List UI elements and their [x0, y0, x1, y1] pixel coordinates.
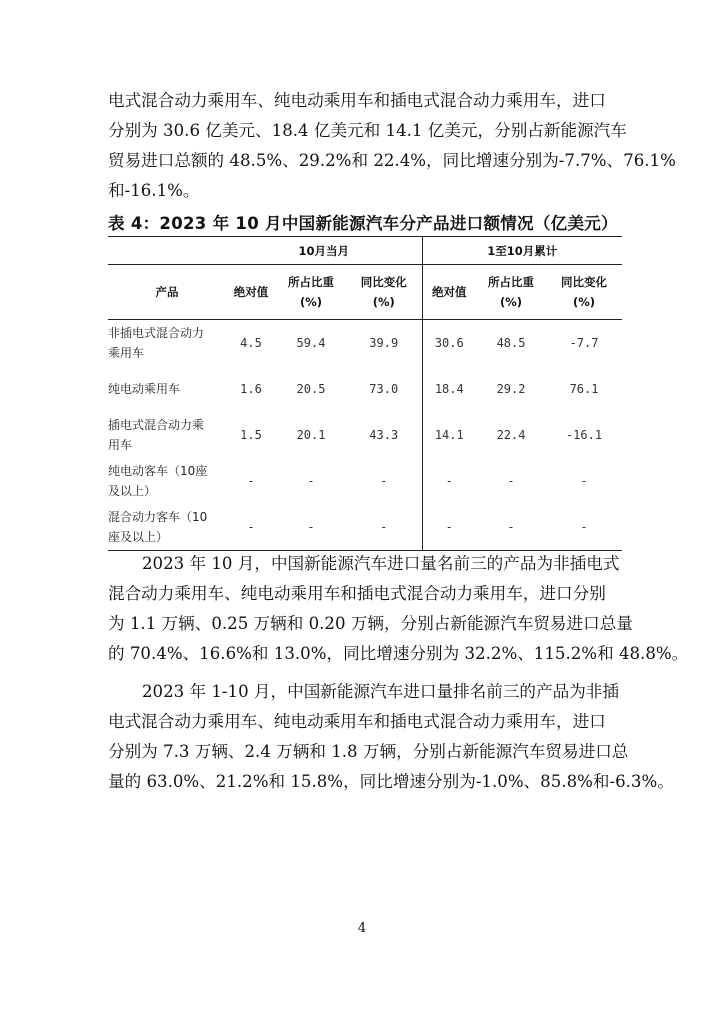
header-share-cum	[476, 265, 546, 320]
cell-cum-abs: 18.4	[422, 366, 476, 412]
text-line: 混合动力乘用车、纯电动乘用车和插电式混合动力乘用车，进口分别	[108, 584, 606, 603]
cell-cum-share: -	[507, 474, 515, 488]
table-row	[108, 412, 622, 458]
cell-month-share: 20.5	[296, 382, 326, 396]
cell-cum-yoy: -7.7	[569, 336, 599, 350]
cell-month-share: 59.4	[296, 336, 326, 350]
paragraph-cumulative-volume	[108, 677, 674, 797]
cell-cum-yoy: -	[580, 474, 588, 488]
text-line: 贸易进口总额的 48.5%、29.2%和 22.4%，同比增速分别为-7.7%、76.1%	[108, 151, 676, 170]
header-share-label: 所占比重	[488, 275, 535, 289]
text-line: 2023 年 10 月，中国新能源汽车进口量名前三的产品为非插电式	[142, 554, 620, 573]
header-share-label: 所占比重	[288, 275, 334, 289]
cell-month-abs: -	[226, 504, 276, 551]
cell-month-abs: 4.5	[240, 336, 262, 350]
product-line: 座及以上）	[108, 530, 169, 544]
product-line: 混合动力客车（10	[108, 510, 208, 524]
cell-cum-share: 29.2	[496, 382, 526, 396]
cell-cum-abs: 30.6	[422, 320, 476, 367]
text-line: 的 70.4%、16.6%和 13.0%，同比增速分别为 32.2%、115.2%和 48.8%。	[108, 644, 689, 663]
cell-cum-share: -	[476, 504, 546, 551]
cell-cum-share: 22.4	[496, 428, 526, 442]
cell-cum-share: 48.5	[496, 336, 526, 350]
table-row	[108, 320, 622, 367]
page-number: 4	[357, 921, 367, 936]
header-yoy-label: 同比变化	[561, 275, 608, 289]
cell-cum-yoy: -	[546, 504, 622, 551]
cell-month-yoy: 43.3	[369, 428, 399, 442]
header-cumulative: 1至10月累计	[422, 237, 622, 265]
cell-month-yoy: -	[346, 504, 422, 551]
text-line: 分别为 30.6 亿美元、18.4 亿美元和 14.1 亿美元，分别占新能源汽车	[108, 121, 627, 140]
product-line: 纯电动乘用车	[108, 382, 181, 396]
table-caption: 表 4：2023 年 10 月中国新能源汽车分产品进口额情况（亿美元）	[108, 214, 618, 233]
text-line: 2023 年 1-10 月，中国新能源汽车进口量排名前三的产品为非插	[142, 682, 619, 701]
cell-month-abs: 1.6	[240, 382, 262, 396]
cell-cum-yoy: -16.1	[565, 428, 603, 442]
cell-cum-abs: -	[422, 504, 476, 551]
cell-month-yoy: -	[380, 474, 388, 488]
product-line: 插电式混合动力乘	[108, 418, 205, 432]
product-line: 非插电式混合动力	[108, 326, 205, 340]
cell-month-abs: -	[247, 474, 255, 488]
cell-product	[108, 458, 226, 504]
text-line: 电式混合动力乘用车、纯电动乘用车和插电式混合动力乘用车，进口	[108, 91, 606, 110]
header-yoy-unit: (%)	[573, 295, 596, 309]
header-share-unit: (%)	[499, 295, 523, 309]
cell-month-yoy: 73.0	[369, 382, 399, 396]
cell-month-abs: 1.5	[240, 428, 262, 442]
table-row	[108, 458, 622, 504]
text-line: 和-16.1%。	[108, 181, 200, 200]
text-line: 为 1.1 万辆、0.25 万辆和 0.20 万辆，分别占新能源汽车贸易进口总量	[108, 614, 633, 633]
table-group-header-row	[108, 237, 622, 265]
cell-cum-abs: 14.1	[422, 412, 476, 458]
cell-month-yoy: 39.9	[369, 336, 399, 350]
product-line: 用车	[108, 438, 133, 452]
header-absolute-cum: 绝对值	[422, 265, 476, 320]
cell-product	[108, 320, 226, 367]
header-absolute: 绝对值	[226, 265, 276, 320]
cell-product	[108, 366, 226, 412]
cell-cum-abs: -	[422, 458, 476, 504]
header-share-unit: (%)	[299, 295, 323, 309]
table-row	[108, 504, 622, 551]
cell-product	[108, 412, 226, 458]
cell-cum-yoy: 76.1	[569, 382, 599, 396]
header-month: 10月当月	[226, 237, 422, 265]
cell-month-share: -	[276, 504, 346, 551]
product-line: 乘用车	[108, 346, 145, 360]
table-column-header-row	[108, 265, 622, 320]
header-yoy	[346, 265, 422, 320]
import-value-table	[108, 236, 622, 551]
text-line: 电式混合动力乘用车、纯电动乘用车和插电式混合动力乘用车，进口	[108, 712, 606, 731]
header-yoy-cum	[546, 265, 622, 320]
cell-month-share: 20.1	[296, 428, 326, 442]
header-product: 产品	[108, 265, 226, 320]
product-line: 及以上）	[108, 484, 157, 498]
cell-month-share: -	[307, 474, 315, 488]
product-line: 纯电动客车（10座	[108, 464, 208, 478]
header-yoy-unit: (%)	[372, 295, 395, 309]
paragraph-import-value	[108, 86, 676, 206]
header-yoy-label: 同比变化	[360, 275, 407, 289]
text-line: 分别为 7.3 万辆、2.4 万辆和 1.8 万辆，分别占新能源汽车贸易进口总	[108, 742, 629, 761]
table-row	[108, 366, 622, 412]
header-blank-cell	[108, 237, 226, 265]
text-line: 量的 63.0%、21.2%和 15.8%，同比增速分别为-1.0%、85.8%和-6.3%。	[108, 772, 674, 791]
header-share	[276, 265, 346, 320]
paragraph-october-volume	[108, 549, 689, 669]
cell-product	[108, 504, 226, 551]
